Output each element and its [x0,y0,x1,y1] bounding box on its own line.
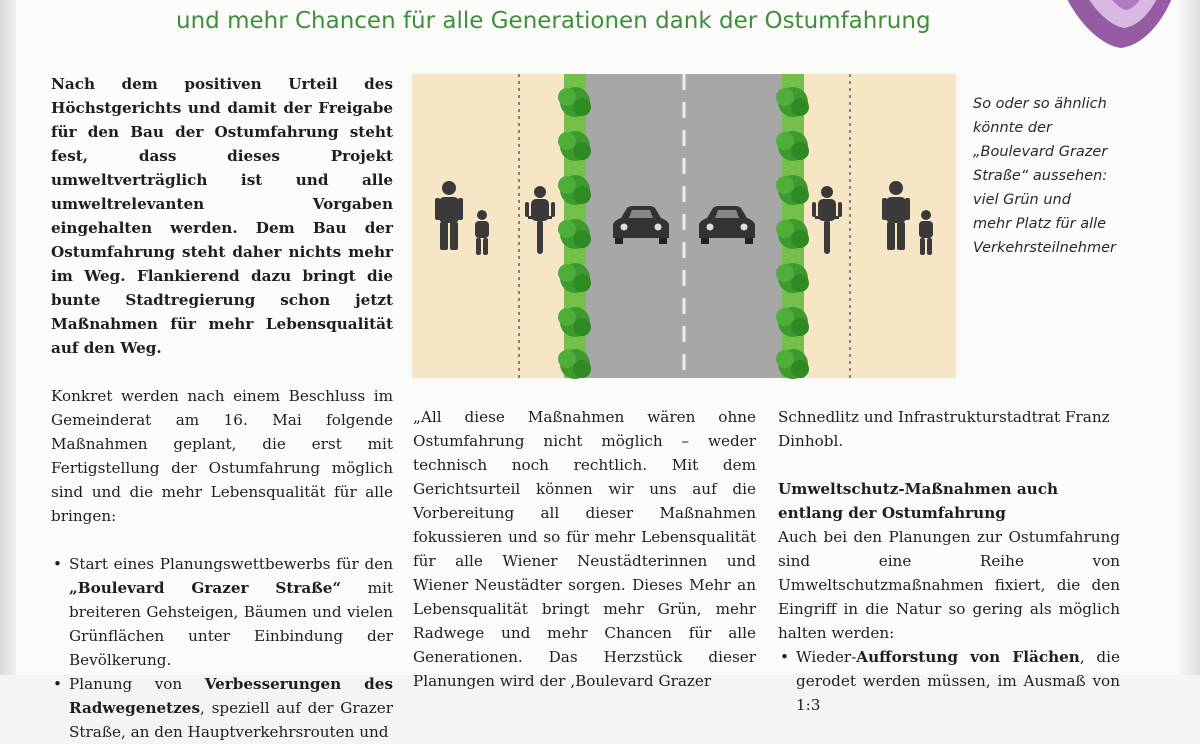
headline: und mehr Chancen für alle Generationen dank der Ostumfahrung [176,8,931,34]
environment-measures-list [778,645,1120,717]
boulevard-illustration [412,74,956,378]
quote-paragraph: „All diese Maßnahmen wären ohne Ostumfahrung nicht möglich – weder technisch noch rechtlich. Mit dem Gerichtsurteil können wir uns auf die Vorbereitung all dieser Maßnahmen fokussieren und so für mehr Lebensqualität für alle Wiener Neustädterinnen und Wiener Neustädter sorgen. Dieses Mehr an Lebensqualität bringt mehr Grün, mehr Radwege und mehr Chancen für alle Generationen. Das Herzstück dieser Planungen wird der ‚Boulevard Grazer [413,408,756,690]
list-item: • Wieder-Aufforstung von Flächen, die gerodet werden müssen, im Ausmaß von 1:3 [778,645,1120,717]
measures-list [51,552,393,744]
party-logo [1036,0,1186,50]
middle-column [413,405,756,693]
section-paragraph: Auch bei den Planungen zur Ostumfahrung sind eine Reihe von Umweltschutzmaßnahmen fixiert, die den Eingriff in die Natur so gering als möglich halten werden: [778,528,1120,642]
intro-paragraph: Nach dem positiven Urteil des Höchstgerichts und damit der Freigabe für den Bau der Ostumfahrung steht fest, dass dieses Projekt umweltverträglich ist und alle umweltrelevanten Vorgaben eingehalten werden. Dem Bau der Ostumfahrung steht daher nichts mehr im Weg. Flankierend dazu bringt die bunte Stadtregierung schon jetzt Maßnahmen für mehr Lebensqualität auf den Weg. [51,75,393,357]
page-shadow-right [1179,0,1200,675]
page-shadow-left [0,0,16,675]
right-column [778,405,1120,717]
section-heading: Umweltschutz-Maßnahmen auch entlang der Ostumfahrung [778,480,1059,522]
continuation-paragraph: Schnedlitz und Infrastrukturstadtrat Franz Dinhobl. [778,408,1110,450]
list-item: • Start eines Planungswettbewerbs für den „Boulevard Grazer Straße“ mit breiteren Gehsteigen, Bäumen und vielen Grünflächen unter Einbindung der Bevölkerung. [51,552,393,672]
list-item: • Planung von Verbesserungen des Radwegenetzes, speziell auf der Grazer Straße, an den Hauptverkehrsrouten und [51,672,393,744]
image-caption: So oder so ähnlich könnte der „Boulevard Grazer Straße“ aussehen: viel Grün und mehr Platz für alle Verkehrsteilnehmer [973,96,1116,256]
body-paragraph: Konkret werden nach einem Beschluss im Gemeinderat am 16. Mai folgende Maßnahmen geplant, die erst mit Fertigstellung der Ostumfahrung möglich sind und die mehr Lebensqualität für alle bringen: [51,387,393,525]
magazine-page [16,0,1179,741]
left-column [51,72,393,744]
